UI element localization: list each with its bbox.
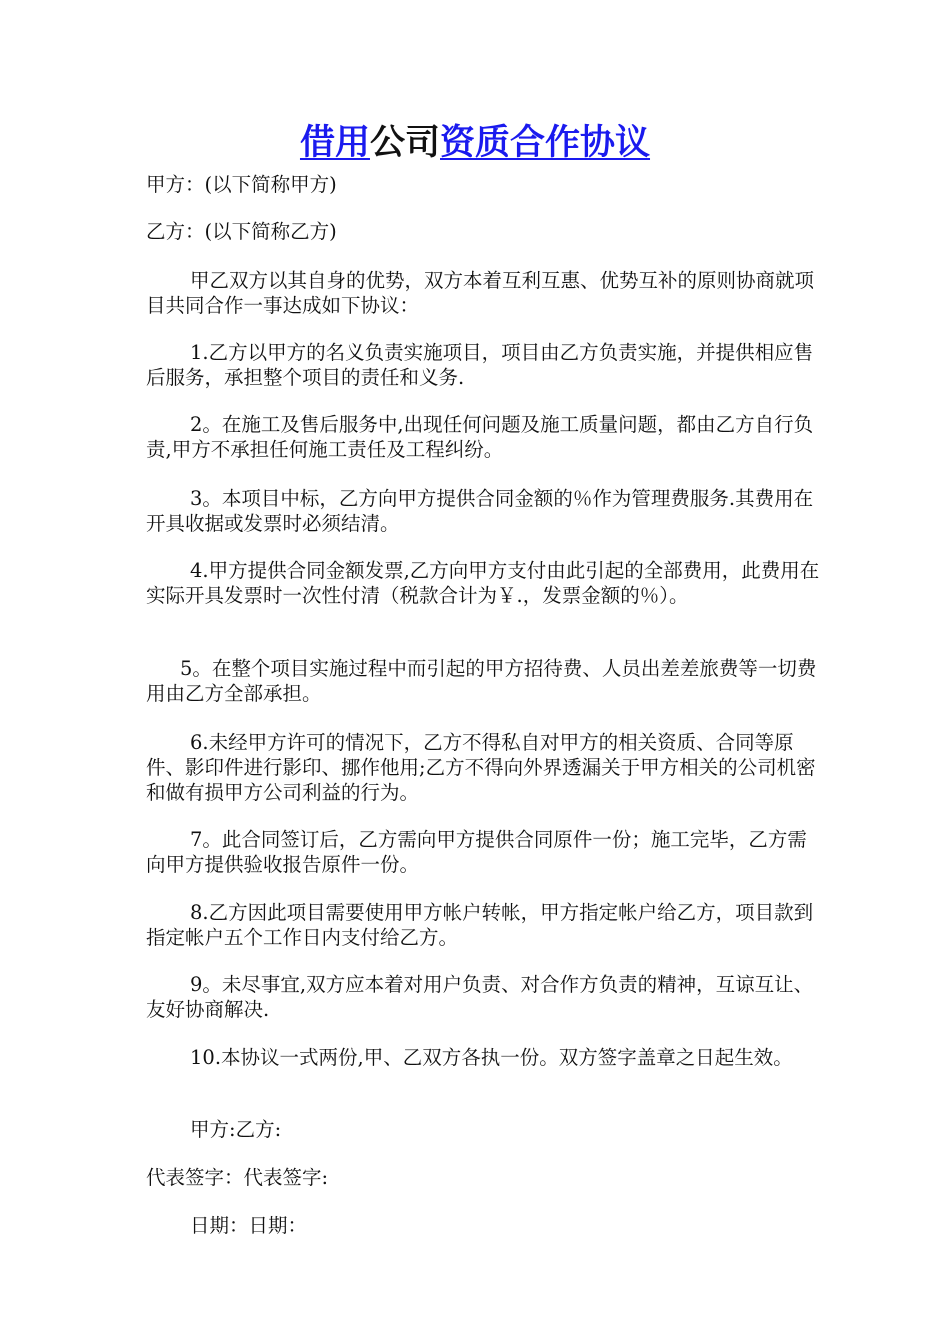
- clause-4: 4.甲方提供合同金额发票,乙方向甲方支付由此引起的全部费用，此费用在实际开具发票时一次性付清（税款合计为￥.，发票金额的％）。: [146, 559, 820, 607]
- clause-8: 8.乙方因此项目需要使用甲方帐户转帐，甲方指定帐户给乙方，项目款到指定帐户五个工作日内支付给乙方。: [146, 901, 814, 949]
- party-b-line: 乙方：(以下简称乙方): [146, 220, 337, 243]
- clause-6: 6.未经甲方许可的情况下，乙方不得私自对甲方的相关资质、合同等原件、影印件进行影印、挪作他用;乙方不得向外界透漏关于甲方相关的公司机密和做有损甲方公司利益的行为。: [146, 731, 816, 804]
- party-a-line: 甲方：(以下简称甲方): [146, 173, 337, 196]
- clause-1: 1.乙方以甲方的名义负责实施项目，项目由乙方负责实施，并提供相应售后服务，承担整个项目的责任和义务.: [146, 341, 814, 389]
- intro-paragraph: 甲乙双方以其自身的优势，双方本着互利互惠、优势互补的原则协商就项目共同合作一事达成如下协议：: [146, 269, 815, 317]
- clause-7: 7。此合同签订后，乙方需向甲方提供合同原件一份；施工完毕，乙方需向甲方提供验收报告原件一份。: [146, 828, 807, 876]
- clause-2: 2。在施工及售后服务中,出现任何问题及施工质量问题，都由乙方自行负责,甲方不承担任何施工责任及工程纠纷。: [146, 413, 814, 461]
- clause-5: 5。在整个项目实施过程中而引起的甲方招待费、人员出差差旅费等一切费用由乙方全部承担。: [146, 657, 817, 705]
- clause-3: 3。本项目中标，乙方向甲方提供合同金额的％作为管理费服务.其费用在开具收据或发票时必须结清。: [146, 487, 814, 535]
- signature-dates: 日期：日期：: [190, 1214, 308, 1237]
- document-title: [0, 118, 950, 168]
- clause-9: 9。未尽事宜,双方应本着对用户负责、对合作方负责的精神，互谅互让、友好协商解决.: [146, 973, 814, 1021]
- title-company: 公司: [369, 123, 440, 163]
- title-link-qualification[interactable]: 资质合作协议: [440, 123, 651, 163]
- clause-10: 10.本协议一式两份,甲、乙双方各执一份。双方签字盖章之日起生效。: [190, 1046, 793, 1069]
- title-link-borrow[interactable]: 借用: [299, 123, 370, 163]
- signature-parties: 甲方:乙方:: [190, 1118, 282, 1141]
- signature-representatives: 代表签字：代表签字:: [146, 1166, 329, 1189]
